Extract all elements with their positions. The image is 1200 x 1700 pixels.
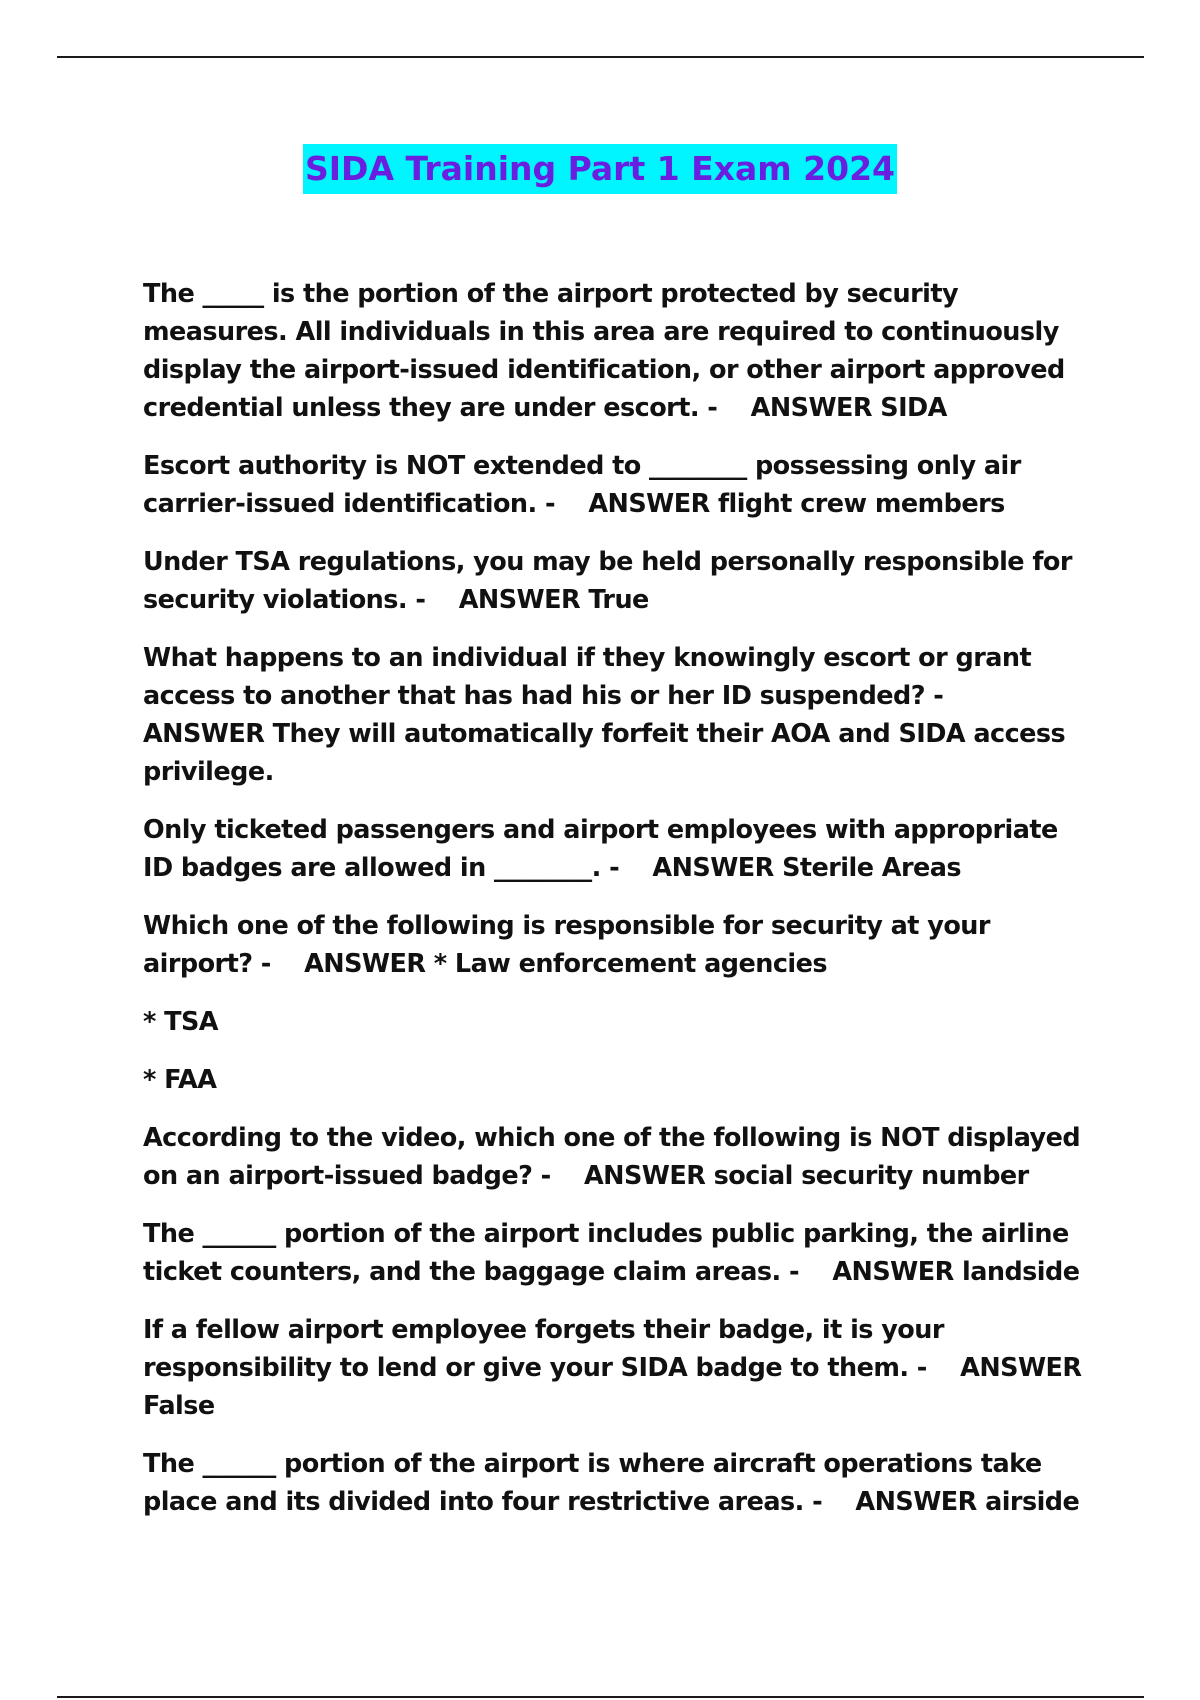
question-10: The ______ portion of the airport is where aircraft operations take place and its divided into four restrictive areas. - ANSWER airside	[143, 1449, 1080, 1517]
question-3: Under TSA regulations, you may be held personally responsible for security violations. - ANSWER True	[143, 547, 1081, 615]
title-container	[0, 144, 1200, 194]
question-list	[143, 275, 1093, 1541]
question-2: Escort authority is NOT extended to ________ possessing only air carrier-issued identification. - ANSWER flight crew members	[143, 451, 1030, 519]
answer-option-tsa: * TSA	[143, 1007, 218, 1037]
answer-option-faa: * FAA	[143, 1065, 217, 1095]
question-1: The _____ is the portion of the airport protected by security measures. All individuals in this area are required to continuously display the airport-issued identification, or other airport approved credential unless they are under escort. - ANSWER SIDA	[143, 279, 1074, 423]
question-5: Only ticketed passengers and airport employees with appropriate ID badges are allowed in ________. - ANSWER Sterile Areas	[143, 815, 1067, 883]
bottom-divider	[57, 1696, 1144, 1698]
top-divider	[57, 56, 1144, 58]
question-4: What happens to an individual if they knowingly escort or grant access to another that has had his or her ID suspended? - ANSWER They will automatically forfeit their AOA and SIDA access privilege.	[143, 643, 1074, 787]
question-6: Which one of the following is responsible for security at your airport? - ANSWER * Law enforcement agencies	[143, 911, 999, 979]
question-7: According to the video, which one of the following is NOT displayed on an airport-issued badge? - ANSWER social security number	[143, 1123, 1089, 1191]
question-8: The ______ portion of the airport includes public parking, the airline ticket counters, and the baggage claim areas. - ANSWER landside	[143, 1219, 1080, 1287]
document-title: SIDA Training Part 1 Exam 2024	[303, 144, 897, 194]
question-9: If a fellow airport employee forgets their badge, it is your responsibility to lend or give your SIDA badge to them. - ANSWER False	[143, 1315, 1090, 1421]
